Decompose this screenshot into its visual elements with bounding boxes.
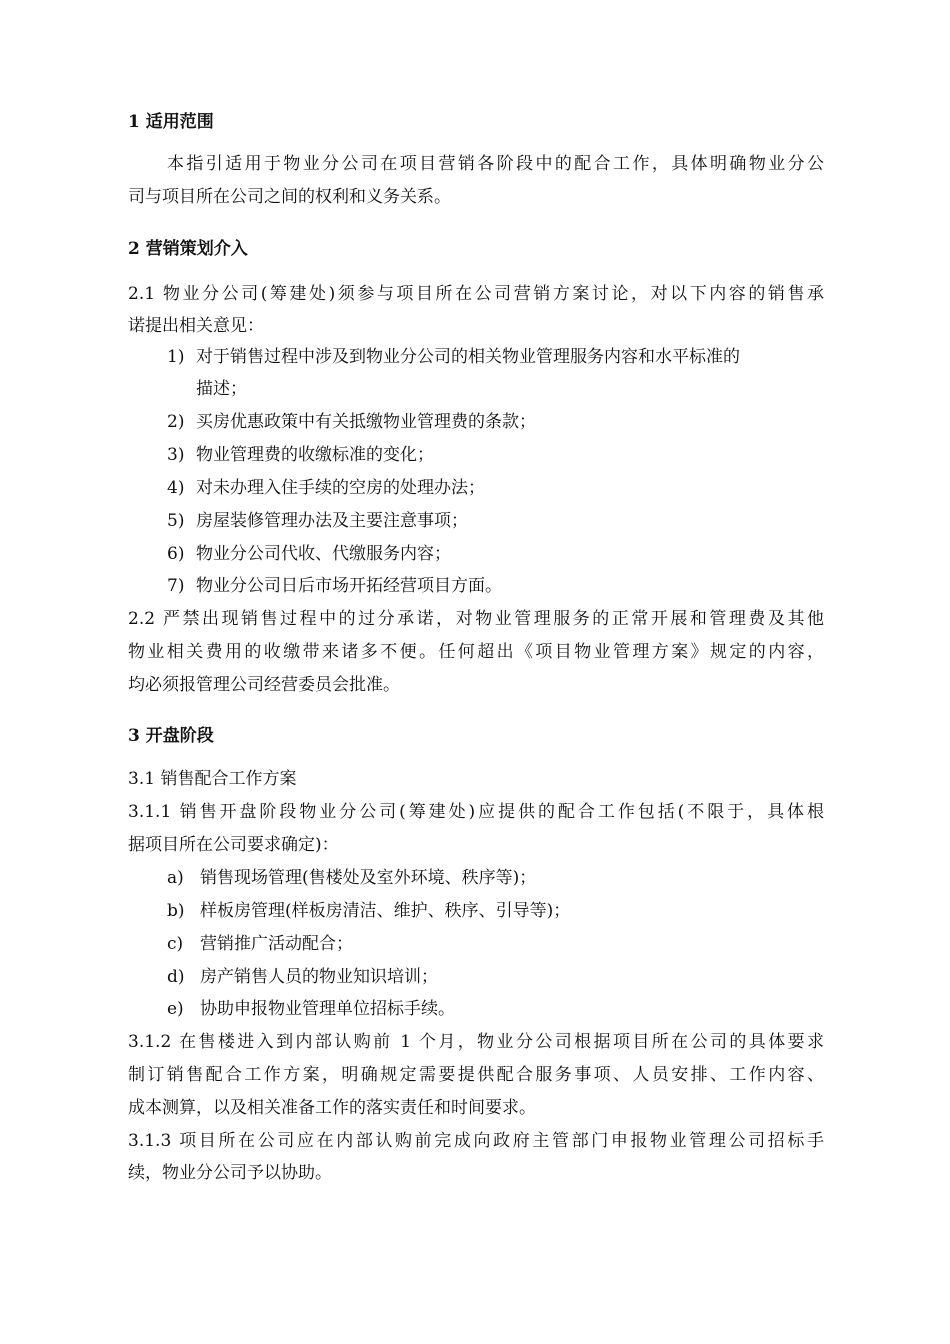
list-item-num: 2) bbox=[167, 412, 185, 432]
list-item-num: c) bbox=[167, 934, 184, 954]
section-1-heading: 1 适用范围 bbox=[128, 112, 214, 132]
clause-3-1-1-line-2: 据项目所在公司要求确定)： bbox=[128, 835, 339, 855]
clause-3-1: 3.1 销售配合工作方案 bbox=[128, 769, 297, 789]
clause-2-2-line-2: 物业相关费用的收缴带来诸多不便。任何超出《项目物业管理方案》规定的内容， bbox=[128, 642, 824, 662]
list-item-text: 对未办理入住手续的空房的处理办法； bbox=[196, 478, 485, 498]
clause-3-1-2-line-1: 3.1.2 在售楼进入到内部认购前 1 个月，物业分公司根据项目所在公司的具体要求 bbox=[128, 1032, 824, 1052]
list-item-text: 对于销售过程中涉及到物业分公司的相关物业管理服务内容和水平标准的 bbox=[196, 347, 740, 367]
clause-2-2-line-1: 2.2 严禁出现销售过程中的过分承诺，对物业管理服务的正常开展和管理费及其他 bbox=[128, 609, 824, 629]
list-item-text: 协助申报物业管理单位招标手续。 bbox=[200, 999, 455, 1019]
clause-2-2-line-3: 均必须报管理公司经营委员会批准。 bbox=[128, 675, 400, 695]
list-item-num: 3) bbox=[167, 445, 185, 465]
section-3-heading: 3 开盘阶段 bbox=[128, 726, 214, 746]
clause-3-1-3-line-2: 续，物业分公司予以协助。 bbox=[128, 1163, 332, 1183]
list-item-text: 房产销售人员的物业知识培训； bbox=[200, 967, 438, 987]
list-item-continuation: 描述； bbox=[196, 379, 247, 399]
section-1-paragraph-line-2: 司与项目所在公司之间的权利和义务关系。 bbox=[128, 187, 451, 207]
clause-2-1-line-2: 诺提出相关意见： bbox=[128, 316, 264, 336]
list-item-text: 样板房管理(样板房清洁、维护、秩序、引导等)； bbox=[200, 901, 571, 921]
clause-3-1-1-line-1: 3.1.1 销售开盘阶段物业分公司(筹建处)应提供的配合工作包括(不限于，具体根 bbox=[128, 802, 824, 822]
list-item-num: d) bbox=[167, 967, 185, 987]
list-item-num: e) bbox=[167, 999, 184, 1019]
list-item-text: 物业分公司日后市场开拓经营项目方面。 bbox=[196, 576, 502, 596]
clause-3-1-2-line-2: 制订销售配合工作方案，明确规定需要提供配合服务事项、人员安排、工作内容、 bbox=[128, 1065, 824, 1085]
list-item-num: a) bbox=[167, 868, 184, 888]
section-2-heading: 2 营销策划介入 bbox=[128, 239, 248, 259]
list-item-num: b) bbox=[167, 901, 185, 921]
clause-3-1-2-line-3: 成本测算，以及相关准备工作的落实责任和时间要求。 bbox=[128, 1098, 536, 1118]
list-item-num: 5) bbox=[167, 511, 185, 531]
list-item-text: 买房优惠政策中有关抵缴物业管理费的条款； bbox=[196, 412, 536, 432]
list-item-num: 6) bbox=[167, 544, 185, 564]
section-1-paragraph-line-1: 本指引适用于物业分公司在项目营销各阶段中的配合工作，具体明确物业分公 bbox=[167, 154, 824, 174]
list-item-num: 1) bbox=[167, 347, 185, 367]
clause-3-1-3-line-1: 3.1.3 项目所在公司应在内部认购前完成向政府主管部门申报物业管理公司招标手 bbox=[128, 1131, 824, 1151]
clause-2-1-line-1: 2.1 物业分公司(筹建处)须参与项目所在公司营销方案讨论，对以下内容的销售承 bbox=[128, 284, 824, 304]
list-item-num: 4) bbox=[167, 478, 185, 498]
list-item-text: 物业管理费的收缴标准的变化； bbox=[196, 445, 434, 465]
list-item-text: 物业分公司代收、代缴服务内容； bbox=[196, 544, 451, 564]
list-item-num: 7) bbox=[167, 576, 185, 596]
list-item-text: 房屋装修管理办法及主要注意事项； bbox=[196, 511, 468, 531]
list-item-text: 营销推广活动配合； bbox=[200, 934, 353, 954]
list-item-text: 销售现场管理(售楼处及室外环境、秩序等)； bbox=[200, 868, 537, 888]
